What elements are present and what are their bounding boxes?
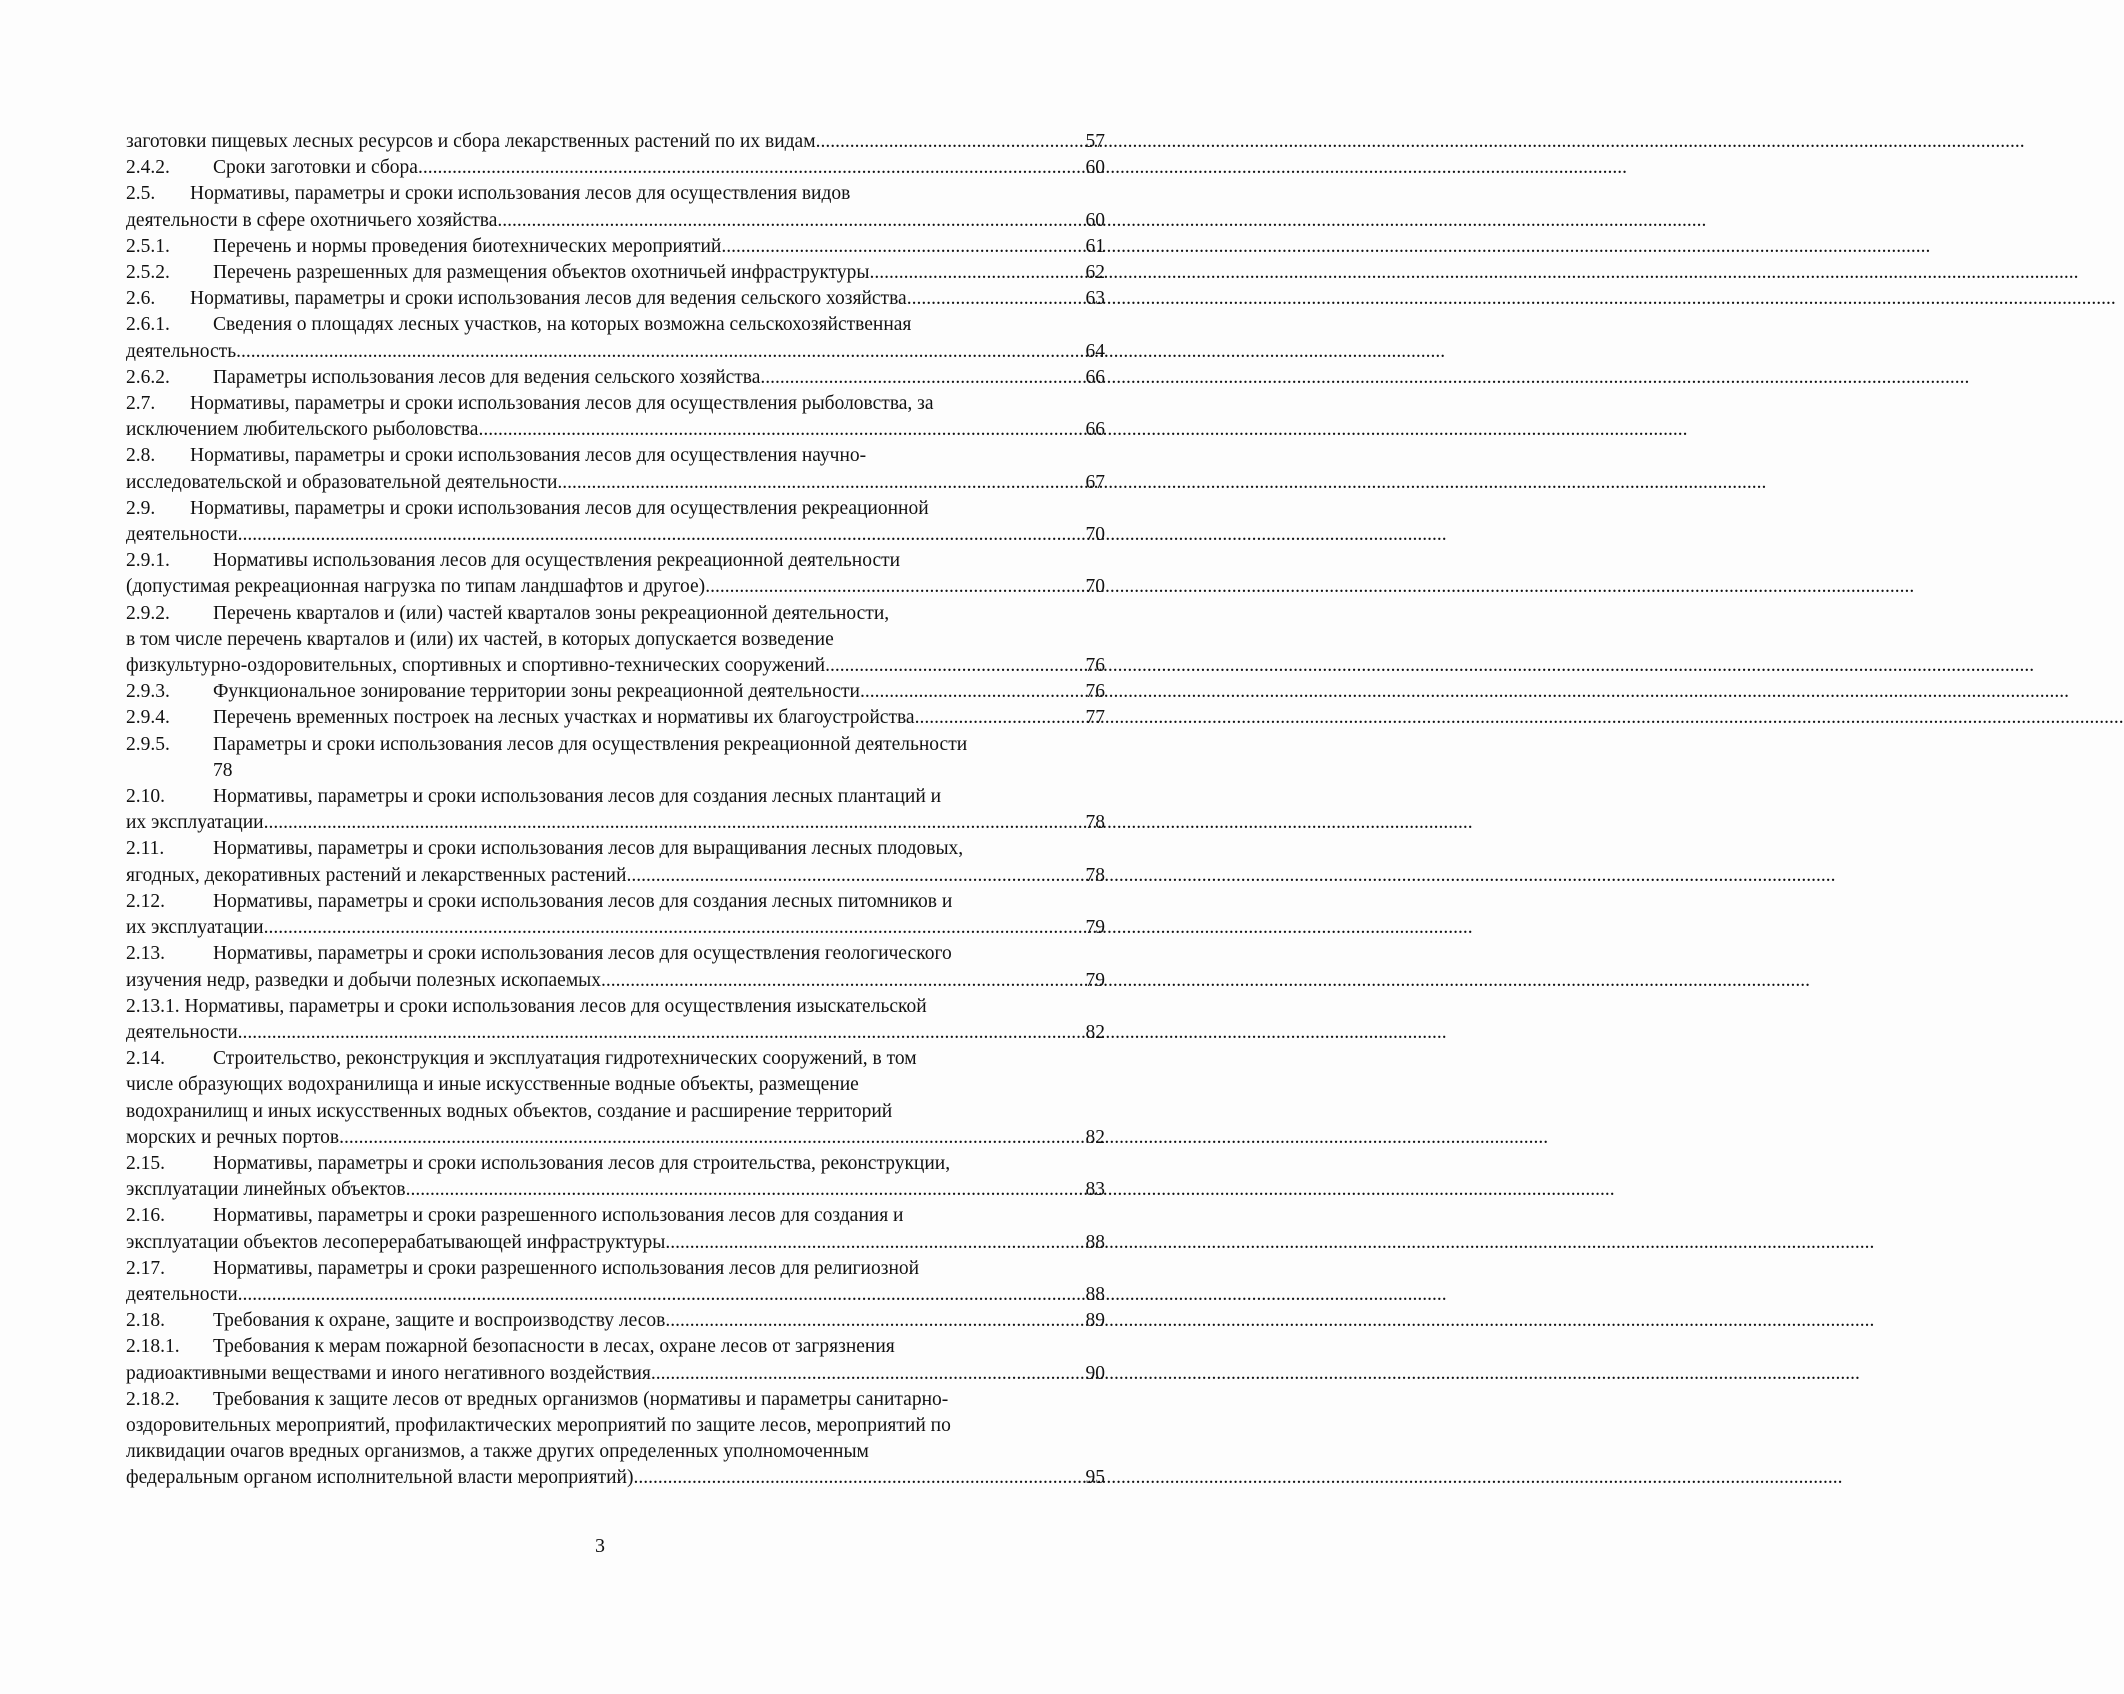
toc-text: деятельности — [126, 1021, 238, 1043]
dot-leader — [264, 915, 1086, 941]
toc-text: 2.13.1. Нормативы, параметры и сроки использования лесов для осуществления изыскательской — [126, 995, 927, 1017]
toc-line — [126, 260, 1105, 286]
toc-number: 2.8. — [126, 445, 156, 467]
toc-text: Перечень и нормы проведения биотехнических мероприятий — [213, 235, 722, 257]
toc-page-number: 66 — [1085, 366, 1105, 388]
toc-text: Нормативы, параметры и сроки использования лесов для осуществления научно- — [190, 445, 867, 467]
toc-entry[interactable] — [126, 129, 1105, 155]
toc-page-number: 82 — [1085, 1021, 1105, 1043]
toc-page-number: 70 — [1085, 576, 1105, 598]
toc-page-number: 70 — [1085, 524, 1105, 546]
toc-text: (допустимая рекреационная нагрузка по типам ландшафтов и другое) — [126, 576, 706, 598]
toc-number: 2.18.1. — [126, 1336, 180, 1358]
dot-leader — [870, 260, 1086, 286]
toc-entry[interactable] — [126, 548, 1105, 600]
toc-line — [126, 889, 1105, 915]
toc-page-number: 90 — [1085, 1362, 1105, 1384]
toc-number: 2.17. — [126, 1257, 165, 1279]
toc-line — [126, 234, 1105, 260]
toc-line — [126, 1046, 1105, 1072]
toc-entry[interactable] — [126, 1046, 1105, 1151]
toc-number: 2.9. — [126, 497, 156, 519]
toc-line — [126, 705, 1105, 731]
toc-line — [126, 208, 1105, 234]
toc-text: Требования к мерам пожарной безопасности в лесах, охране лесов от загрязнения — [213, 1336, 895, 1358]
toc-page-number: 64 — [1085, 340, 1105, 362]
toc-text: ягодных, декоративных растений и лекарственных растений — [126, 864, 627, 886]
toc-line — [126, 863, 1105, 889]
toc-line — [126, 1203, 1105, 1229]
toc-line — [126, 679, 1105, 705]
dot-leader — [816, 129, 1086, 155]
toc-number: 2.5.2. — [126, 262, 170, 284]
dot-leader — [238, 1020, 1086, 1046]
dot-leader — [665, 1230, 1085, 1256]
toc-text: Нормативы, параметры и сроки использования лесов для осуществления видов — [190, 183, 851, 205]
toc-line — [126, 994, 1105, 1020]
dot-leader — [665, 1308, 1085, 1334]
toc-line — [126, 1125, 1105, 1151]
toc-line — [126, 941, 1105, 967]
toc-line — [126, 810, 1105, 836]
dot-leader — [825, 653, 1085, 679]
dot-leader — [760, 365, 1085, 391]
toc-number: 2.5. — [126, 183, 156, 205]
toc-text: Функциональное зонирование территории зоны рекреационной деятельности — [213, 681, 860, 703]
toc-text: Параметры и сроки использования лесов для осуществления рекреационной деятельности — [213, 733, 968, 755]
toc-number: 2.18. — [126, 1310, 165, 1332]
toc-line — [126, 1413, 1105, 1439]
toc-line — [126, 1151, 1105, 1177]
toc-line — [126, 417, 1105, 443]
toc-page-number: 95 — [1085, 1467, 1105, 1489]
toc-page-number: 76 — [1085, 655, 1105, 677]
toc-text: оздоровительных мероприятий, профилактических мероприятий по защите лесов, мероприятий по — [126, 1414, 951, 1436]
toc-text: Нормативы, параметры и сроки использования лесов для ведения сельского хозяйства — [190, 288, 907, 310]
toc-entry[interactable] — [126, 312, 1105, 364]
toc-text: в том числе перечень кварталов и (или) их частей, в которых допускается возведение — [126, 628, 834, 650]
toc-page-number: 57 — [1085, 131, 1105, 152]
toc-page-number: 88 — [1085, 1231, 1105, 1253]
dot-leader — [236, 339, 1085, 365]
toc-number: 2.7. — [126, 393, 156, 415]
toc-text: Сведения о площадях лесных участков, на которых возможна сельскохозяйственная — [213, 314, 912, 336]
toc-text: Нормативы, параметры и сроки использования лесов для осуществления рыболовства, за — [190, 393, 934, 415]
toc-page-number: 67 — [1085, 471, 1105, 493]
toc-entry[interactable] — [126, 260, 1105, 286]
toc-line — [126, 1361, 1105, 1387]
toc-number: 2.9.4. — [126, 707, 170, 729]
toc-text: Параметры использования лесов для ведения сельского хозяйства — [213, 366, 761, 388]
toc-text: деятельности в сфере охотничьего хозяйства — [126, 209, 498, 231]
toc-line — [126, 443, 1105, 469]
toc-text: Нормативы, параметры и сроки использования лесов для строительства, реконструкции, — [213, 1152, 951, 1174]
toc-line — [126, 1072, 1105, 1098]
toc-text: Нормативы, параметры и сроки разрешенного использования лесов для создания и — [213, 1205, 904, 1227]
toc-line — [126, 574, 1105, 600]
dot-leader — [406, 1177, 1086, 1203]
toc-number: 2.9.3. — [126, 681, 170, 703]
toc-line — [126, 1282, 1105, 1308]
toc-entry[interactable] — [126, 286, 1105, 312]
toc-text: Требования к защите лесов от вредных организмов (нормативы и параметры санитарно- — [213, 1388, 949, 1410]
toc-entry[interactable] — [126, 365, 1105, 391]
toc-text: Нормативы, параметры и сроки использования лесов для осуществления рекреационной — [190, 497, 929, 519]
toc-page-number: 60 — [1085, 209, 1105, 231]
toc-text: Нормативы использования лесов для осуществления рекреационной деятельности — [213, 550, 901, 572]
toc-number: 2.14. — [126, 1048, 165, 1070]
dot-leader — [339, 1125, 1085, 1151]
toc-page-number: 82 — [1085, 1126, 1105, 1148]
toc-text: Перечень кварталов и (или) частей кварталов зоны рекреационной деятельности, — [213, 602, 890, 624]
toc-line — [126, 915, 1105, 941]
toc-line — [126, 155, 1105, 181]
toc-number: 2.6.2. — [126, 366, 170, 388]
toc-text: числе образующих водохранилища и иные искусственные водные объекты, размещение — [126, 1074, 859, 1096]
toc-page-number: 63 — [1085, 288, 1105, 310]
toc-text: ликвидации очагов вредных организмов, а также других определенных уполномоченным — [126, 1441, 869, 1463]
toc-line — [126, 312, 1105, 338]
dot-leader — [721, 234, 1085, 260]
toc-entry[interactable] — [126, 941, 1105, 993]
toc-text: исследовательской и образовательной деятельности — [126, 471, 558, 493]
toc-line — [126, 732, 1105, 758]
toc-entry[interactable] — [126, 1308, 1105, 1334]
toc-line — [126, 1308, 1105, 1334]
toc-text: Нормативы, параметры и сроки использования лесов для осуществления геологического — [213, 943, 952, 965]
toc-page-number: 66 — [1085, 419, 1105, 441]
dot-leader — [238, 1282, 1086, 1308]
toc-text: Нормативы, параметры и сроки разрешенного использования лесов для религиозной — [213, 1257, 920, 1279]
toc-line — [126, 836, 1105, 862]
toc-text: Перечень разрешенных для размещения объектов охотничьей инфраструктуры — [213, 262, 870, 284]
toc-number: 2.9.5. — [126, 733, 170, 755]
toc-text: изучения недр, разведки и добычи полезных ископаемых — [126, 969, 602, 991]
toc-entry[interactable] — [126, 443, 1105, 495]
toc-entry[interactable] — [126, 234, 1105, 260]
toc-line — [126, 1334, 1105, 1360]
toc-text: Сроки заготовки и сбора — [213, 157, 418, 179]
toc-entry[interactable] — [126, 889, 1105, 941]
toc-line — [126, 1099, 1105, 1125]
toc-page-number: 60 — [1085, 157, 1105, 179]
toc-line — [126, 339, 1105, 365]
toc-text: Перечень временных построек на лесных участках и нормативы их благоустройства — [213, 707, 915, 729]
toc-entry[interactable] — [126, 1334, 1105, 1386]
page-number: 3 — [595, 1535, 605, 1557]
dot-leader — [238, 522, 1086, 548]
toc-entry[interactable] — [126, 1203, 1105, 1255]
toc-entry[interactable] — [126, 155, 1105, 181]
toc-entry[interactable] — [126, 1387, 1105, 1492]
toc-line — [126, 1439, 1105, 1465]
toc-number: 2.18.2. — [126, 1388, 180, 1410]
toc-line — [126, 1230, 1105, 1256]
toc-line — [126, 496, 1105, 522]
dot-leader — [705, 574, 1085, 600]
toc-number: 2.9.1. — [126, 550, 170, 572]
toc-text: исключением любительского рыболовства — [126, 419, 479, 441]
toc-page-number: 79 — [1085, 917, 1105, 939]
toc-number: 2.6. — [126, 288, 156, 310]
toc-line — [126, 1387, 1105, 1413]
toc-entry[interactable] — [126, 784, 1105, 836]
toc-entry[interactable] — [126, 679, 1105, 705]
toc-line — [126, 1020, 1105, 1046]
toc-text: Нормативы, параметры и сроки использования лесов для выращивания лесных плодовых, — [213, 838, 964, 860]
toc-number: 2.15. — [126, 1152, 165, 1174]
dot-leader — [418, 155, 1086, 181]
toc-line — [126, 470, 1105, 496]
toc-text: Строительство, реконструкция и эксплуатация гидротехнических сооружений, в том — [213, 1048, 917, 1070]
toc-text: эксплуатации объектов лесоперерабатывающей инфраструктуры — [126, 1231, 666, 1253]
toc-page-number: 78 — [1085, 812, 1105, 834]
toc-entry[interactable] — [126, 391, 1105, 443]
toc-entry[interactable] — [126, 994, 1105, 1046]
toc-text: морских и речных портов — [126, 1126, 340, 1148]
toc-entry[interactable] — [126, 1151, 1105, 1203]
toc-entry[interactable] — [126, 705, 1105, 731]
toc-text: водохранилищ и иных искусственных водных объектов, создание и расширение территорий — [126, 1100, 893, 1122]
toc-text: физкультурно-оздоровительных, спортивных и спортивно-технических сооружений — [126, 655, 826, 677]
toc-page-number: 77 — [1085, 707, 1105, 729]
toc-line — [126, 522, 1105, 548]
toc-text: радиоактивными веществами и иного негативного воздействия — [126, 1362, 651, 1384]
dot-leader — [915, 705, 1086, 731]
toc-line — [126, 548, 1105, 574]
toc-page-number: 89 — [1085, 1310, 1105, 1332]
toc-text: федеральным органом исполнительной власти мероприятий) — [126, 1467, 634, 1489]
toc-line — [126, 181, 1105, 207]
toc-number: 2.12. — [126, 890, 165, 912]
toc-line — [126, 286, 1105, 312]
toc-number: 2.5.1. — [126, 235, 170, 257]
dot-leader — [860, 679, 1086, 705]
dot-leader — [651, 1361, 1086, 1387]
toc-text: деятельности — [126, 524, 238, 546]
toc-page-number: 61 — [1085, 235, 1105, 257]
toc-number: 2.10. — [126, 786, 165, 808]
dot-leader — [626, 863, 1085, 889]
toc-page-number: 62 — [1085, 262, 1105, 284]
toc-line — [126, 1256, 1105, 1282]
toc-number: 2.13. — [126, 943, 165, 965]
toc-entry[interactable] — [126, 732, 1105, 784]
dot-leader — [907, 286, 1086, 312]
toc-number: 2.6.1. — [126, 314, 170, 336]
dot-leader — [601, 968, 1085, 994]
toc-text: Требования к охране, защите и воспроизводству лесов — [213, 1310, 666, 1332]
toc-line — [126, 627, 1105, 653]
toc-text: Нормативы, параметры и сроки использования лесов для создания лесных питомников и — [213, 890, 953, 912]
toc-page-number: 76 — [1085, 681, 1105, 703]
toc-line — [126, 1465, 1105, 1491]
toc-text: их эксплуатации — [126, 917, 264, 939]
toc-number: 2.16. — [126, 1205, 165, 1227]
toc-entry[interactable] — [126, 1256, 1105, 1308]
dot-leader — [557, 470, 1085, 496]
toc-page-number: 79 — [1085, 969, 1105, 991]
toc-text: эксплуатации линейных объектов — [126, 1179, 406, 1201]
toc-page-number: 88 — [1085, 1283, 1105, 1305]
toc-page-number: 78 — [1085, 864, 1105, 886]
toc-entry[interactable] — [126, 496, 1105, 548]
toc-text: их эксплуатации — [126, 812, 264, 834]
table-of-contents — [126, 129, 1105, 1492]
toc-line — [126, 391, 1105, 417]
dot-leader — [478, 417, 1085, 443]
toc-text: заготовки пищевых лесных ресурсов и сбора лекарственных растений по их видам — [126, 131, 816, 152]
toc-text: деятельность — [126, 340, 237, 362]
dot-leader — [264, 810, 1086, 836]
toc-line — [126, 968, 1105, 994]
toc-line — [126, 784, 1105, 810]
toc-entry[interactable] — [126, 601, 1105, 680]
toc-line — [126, 1177, 1105, 1203]
toc-line — [126, 601, 1105, 627]
toc-page-number: 78 — [213, 759, 233, 781]
toc-line — [126, 365, 1105, 391]
toc-entry[interactable] — [126, 836, 1105, 888]
toc-text: Нормативы, параметры и сроки использования лесов для создания лесных плантаций и — [213, 786, 942, 808]
dot-leader — [633, 1465, 1085, 1491]
toc-number: 2.11. — [126, 838, 165, 860]
toc-line — [126, 653, 1105, 679]
toc-number: 2.4.2. — [126, 157, 170, 179]
toc-line — [126, 129, 1105, 155]
toc-entry[interactable] — [126, 181, 1105, 233]
toc-text: деятельности — [126, 1283, 238, 1305]
toc-number: 2.9.2. — [126, 602, 170, 624]
toc-line — [126, 758, 1105, 784]
dot-leader — [497, 208, 1085, 234]
toc-page-number: 83 — [1085, 1179, 1105, 1201]
